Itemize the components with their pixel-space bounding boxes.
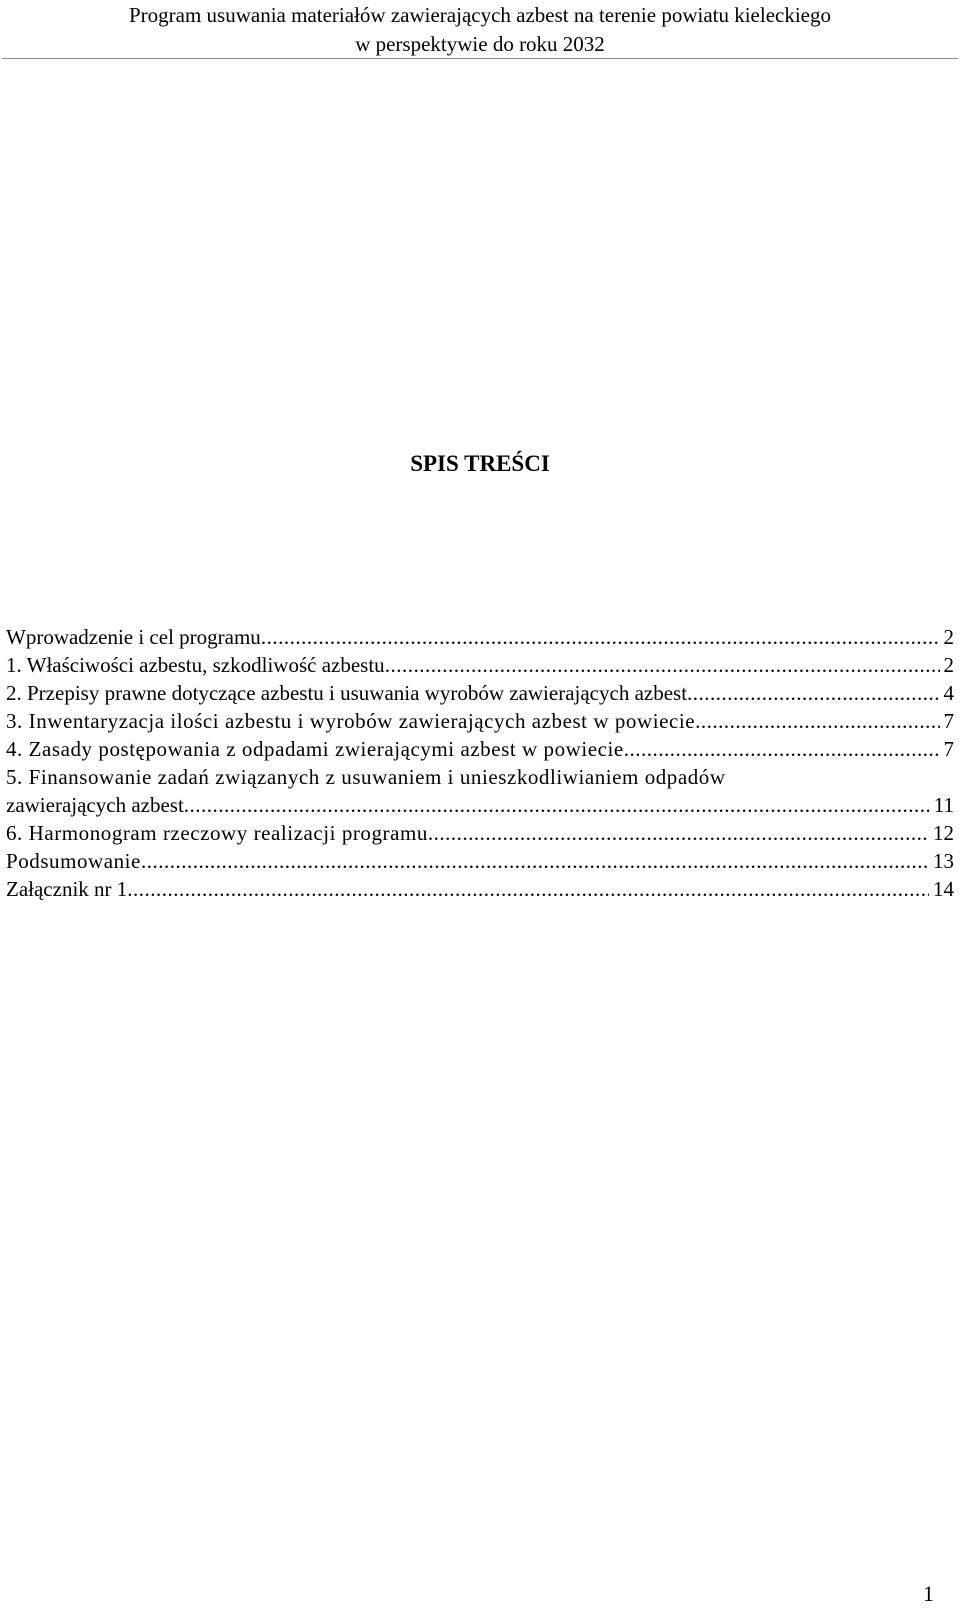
toc-entry-page: 7 (943, 709, 954, 733)
toc-leader-dots (261, 623, 940, 651)
table-of-contents (6, 623, 954, 903)
toc-entry-multiline[interactable] (6, 763, 954, 819)
toc-entry-text: Załącznik nr 1 (6, 877, 128, 901)
toc-entry-page: 2 (943, 653, 954, 677)
toc-entry[interactable] (6, 847, 954, 875)
toc-leader-dots (695, 707, 939, 735)
toc-entry-page: 4 (943, 681, 954, 705)
toc-entry[interactable] (6, 679, 954, 707)
toc-leader-dots (127, 875, 929, 903)
toc-entry-text: Podsumowanie (6, 849, 141, 873)
toc-entry[interactable] (6, 651, 954, 679)
toc-entry-text-line-1: 5. Finansowanie zadań związanych z usuwaniem i unieszkodliwianiem odpadów (6, 765, 726, 789)
toc-entry-text-line-2: zawierających azbest (6, 793, 184, 817)
header-line-1: Program usuwania materiałów zawierających azbest na terenie powiatu kieleckiego (128, 3, 832, 27)
toc-entry[interactable] (6, 735, 954, 763)
toc-leader-dots (385, 651, 940, 679)
header-divider (2, 58, 958, 59)
toc-leader-dots (624, 735, 940, 763)
toc-entry-page: 12 (933, 821, 954, 845)
toc-entry-text: 1. Właściwości azbestu, szkodliwość azbestu (6, 653, 385, 677)
toc-entry-page: 13 (933, 849, 954, 873)
toc-entry-text: 3. Inwentaryzacja ilości azbestu i wyrobów zawierających azbest w powiecie (6, 709, 696, 733)
toc-entry-text: 6. Harmonogram rzeczowy realizacji programu (6, 821, 428, 845)
toc-leader-dots (687, 679, 939, 707)
toc-title: SPIS TREŚCI (410, 451, 550, 476)
page-number: 1 (923, 1581, 934, 1606)
toc-entry-page: 2 (943, 625, 954, 649)
header-line-2: w perspektywie do roku 2032 (355, 32, 605, 56)
toc-entry-text: 4. Zasady postępowania z odpadami zwierającymi azbest w powiecie (6, 737, 624, 761)
toc-entry[interactable] (6, 819, 954, 847)
toc-entry-page: 14 (933, 877, 954, 901)
toc-leader-dots (428, 819, 929, 847)
toc-entry[interactable] (6, 707, 954, 735)
toc-entry[interactable] (6, 875, 954, 903)
toc-leader-dots (184, 791, 930, 819)
toc-entry-text: 2. Przepisy prawne dotyczące azbestu i usuwania wyrobów zawierających azbest (6, 681, 688, 705)
toc-entry[interactable] (6, 623, 954, 651)
toc-entry-page: 7 (943, 737, 954, 761)
toc-leader-dots (141, 847, 929, 875)
toc-entry-page: 11 (933, 793, 954, 817)
toc-entry-text: Wprowadzenie i cel programu (6, 625, 261, 649)
page-header (0, 0, 960, 59)
